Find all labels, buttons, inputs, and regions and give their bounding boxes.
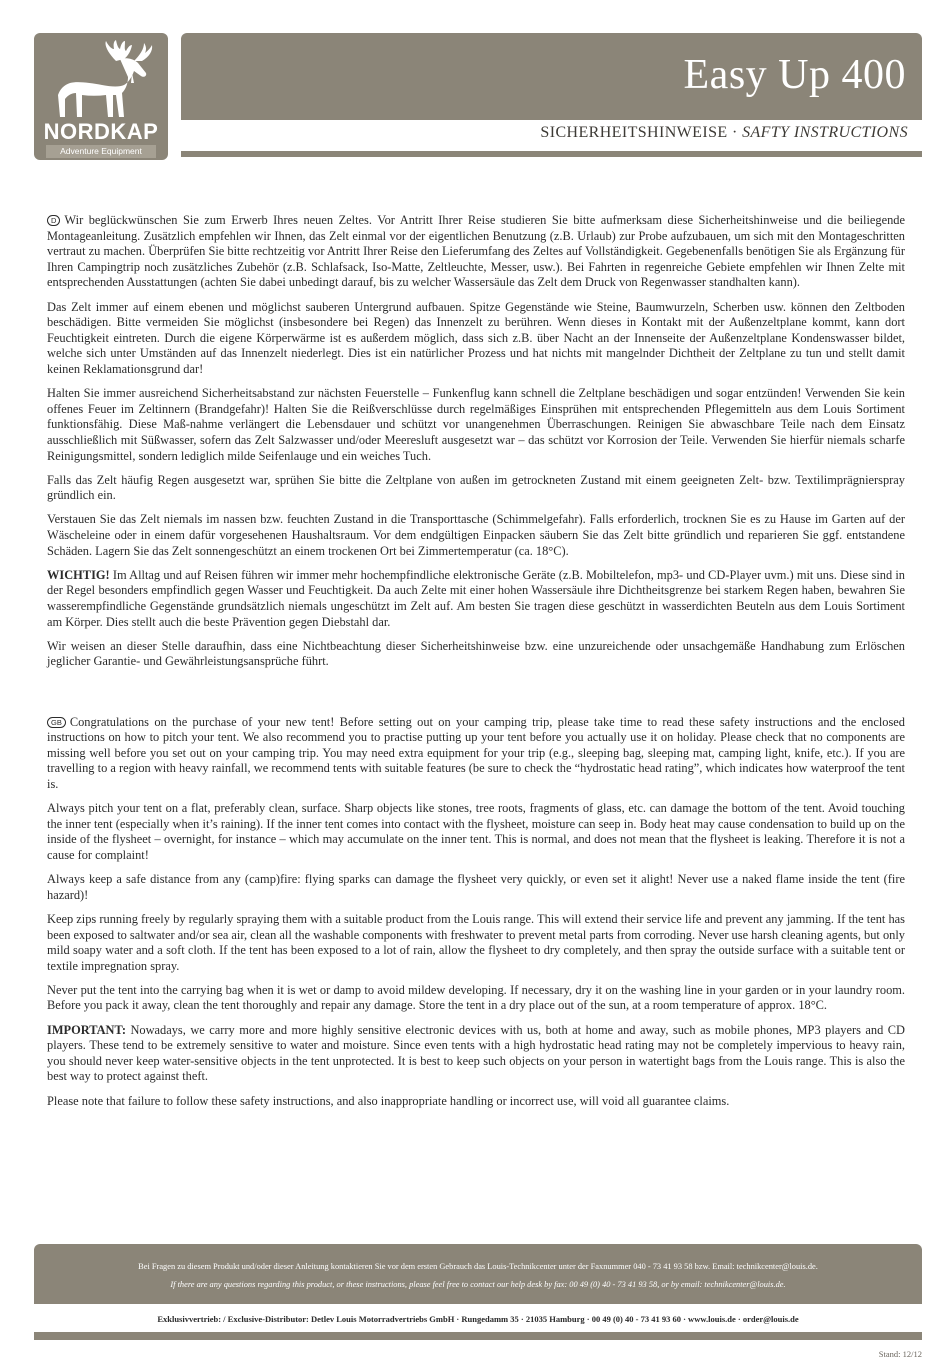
- english-paragraph-2: Always pitch your tent on a flat, preferably clean, surface. Sharp objects like stones, tree roots, fragments of glass, etc. can damage the bottom of the tent. Avoid touching the inner tent (especially when it’s raining). If the inner tent comes into contact with the flysheet, moisture can seep in. Body heat may cause condensation to build up on the inside of the flysheet – overnight, for instance – which may accumulate on the inner tent. This is normal, and does not mean that the flysheet is leaking. Therefore it is not a cause for complaint!: [47, 801, 905, 862]
- subtitle-separator: ·: [727, 124, 743, 141]
- document-body: [47, 213, 905, 1118]
- subtitle-row: [181, 120, 922, 157]
- german-paragraph-6: [47, 568, 905, 630]
- german-paragraph-2: Das Zelt immer auf einem ebenen und möglichst sauberen Untergrund aufbauen. Spitze Gegenstände wie Steine, Baumwurzeln, Scherben usw. können den Zeltboden beschädigen. Bitte vermeiden Sie möglichst (insbesondere bei Regen) das Innenzelt zu berühren. Wenn dieses in Kontakt mit der Außenzeltplane kommt, kann dort Feuchtigkeit eintreten. Durch die eigene Körperwärme ist es außerdem möglich, dass sich z.B. über Nacht an der Innenseite der Außenzeltplane Kondenswasser bildet, welche sich unter Umständen auf das Innenzelt niederlegt. Dies ist ein natürlicher Prozess und hat nichts mit mangelnder Dichtheit der Zeltplane zu tun und stellt damit keinen Reklamationsgrund dar!: [47, 299, 905, 376]
- english-paragraph-1: [47, 715, 905, 793]
- moose-icon: [46, 39, 156, 119]
- nordkap-logo: [34, 33, 168, 160]
- version-stamp: Stand: 12/12: [878, 1349, 922, 1359]
- english-paragraph-4: Keep zips running freely by regularly spraying them with a suitable product from the Louis range. This will extend their service life and prevent any jamming. If the tent has been exposed to saltwater and/or sea air, clean all the washable components with freshwater to prevent metal parts from corroding. Never use harsh cleaning agents, but only mild soapy water and a soft cloth. If the tent has been exposed to a lot of rain, allow the flysheet to dry completely, and then spray the outside surface with a suitable tent or textile impregnation spray.: [47, 911, 905, 973]
- subtitle-english: SAFTY INSTRUCTIONS: [742, 124, 908, 141]
- english-paragraph-3: Always keep a safe distance from any (camp)fire: flying sparks can damage the flysheet very quickly, or even set it alight! Never use a naked flame inside the tent (fire hazard)!: [47, 872, 905, 902]
- contact-footer: [34, 1244, 922, 1304]
- subtitle-german: SICHERHEITSHINWEISE: [540, 124, 728, 141]
- distributor-line: Exklusivvertrieb: / Exclusive-Distributor: Detlev Louis Motorradvertriebs GmbH · Rungedamm 35 · 21035 Hamburg · 00 49 (0) 40 - 73 41 93 60 · www.louis.de · order@louis.de: [34, 1306, 922, 1340]
- paragraph-text: Congratulations on the purchase of your new tent! Before setting out on your camping trip, please take time to read these safety instructions and the enclosed instructions on how to pitch your tent. We also recommend you to practise putting up your tent before you actually use it on holiday. Please check that no components are missing well before you set out on your camping trip. You may need extra equipment for your trip (e.g., sleeping bag, sleeping mat, camping light, knife, etc.). If you are travelling to a region with heavy rainfall, we recommend tents with suitable features (be sure to check the “hydrostatic head rating”, which indicates how waterproof the tent is.: [47, 714, 905, 791]
- german-paragraph-5: Verstauen Sie das Zelt niemals im nassen bzw. feuchten Zustand in die Transporttasche (Schimmelgefahr). Falls erforderlich, trocknen Sie es zu Hause im Garten auf der Wäscheleine oder in einem dafür vorgesehenen Haushaltsraum. Vor dem endgültigen Einpacken säubern Sie das Zelt bitte gründlich und reparieren Sie ggf. entstandene Schäden. Lagern Sie das Zelt sonnengeschützt an einem trockenen Ort bei Zimmertemperatur (ca. 18°C).: [47, 512, 905, 558]
- contact-line-english: If there are any questions regarding this product, or these instructions, please feel free to contact our help desk by fax: 00 49 (0) 40 - 73 41 93 58, or by email: technikcenter@louis.de.: [170, 1280, 786, 1289]
- page-subtitle: [540, 124, 908, 142]
- section-gap: [47, 679, 905, 715]
- english-paragraph-6: [47, 1023, 905, 1085]
- german-paragraph-1: [47, 213, 905, 291]
- german-paragraph-7: Wir weisen an dieser Stelle daraufhin, dass eine Nichtbeachtung dieser Sicherheitshinweise bzw. eine unzureichende oder unsachgemäße Handhabung zum Erlöschen jeglicher Garantie- und Gewährleistungsansprüche führt.: [47, 638, 905, 669]
- page-title: Easy Up 400: [683, 52, 906, 98]
- warning-label: WICHTIG!: [47, 567, 110, 582]
- contact-line-german: Bei Fragen zu diesem Produkt und/oder dieser Anleitung kontaktieren Sie vor dem ersten Gebrauch das Louis-Technikcenter unter der Faxnummer 040 - 73 41 93 58 bzw. Email: technikcenter@louis.de.: [138, 1262, 818, 1271]
- language-badge-german: D: [47, 215, 60, 226]
- brand-tagline: Adventure Equipment: [46, 145, 156, 158]
- english-paragraph-5: Never put the tent into the carrying bag when it is wet or damp to avoid mildew developing. If necessary, dry it on the washing line in your garden or in your laundry room. Before you pack it away, clean the tent thoroughly and repair any damage. Store the tent in a dry place out of the sun, at a room temperature of approx. 18°C.: [47, 982, 905, 1013]
- english-paragraph-7: Please note that failure to follow these safety instructions, and also inappropriate handling or incorrect use, will void all guarantee claims.: [47, 1093, 730, 1108]
- paragraph-text: Nowadays, we carry more and more highly sensitive electronic devices with us, both at home and away, such as mobile phones, MP3 players and CD players. These tend to be extremely sensitive to water and moisture. Since even tents with a high hydrostatic head rating may not be completely impervious to heavy rain, you should never keep water-sensitive objects in the tent unprotected. It is best to keep such objects on your person in watertight bags from the Louis range. This is also the best way to protect against theft.: [47, 1022, 905, 1084]
- german-paragraph-4: Falls das Zelt häufig Regen ausgesetzt war, sprühen Sie bitte die Zeltplane von außen im getrockneten Zustand mit einem geeigneten Zelt- bzw. Textilimprägnierspray gründlich ein.: [47, 472, 905, 503]
- german-paragraph-3: Halten Sie immer ausreichend Sicherheitsabstand zur nächsten Feuerstelle – Funkenflug kann schnell die Zeltplane beschädigen und sogar entzünden! Verwenden Sie kein offenes Feuer im Zeltinnern (Brandgefahr)! Halten Sie die Reißverschlüsse durch regelmäßiges Einsprühen mit entsprechenden Pflegemitteln aus dem Louis Sortiment funktionsfähig. Diese Maß-nahme verlängert die Lebensdauer und schützt vor unangenehmen Überraschungen. Reinigen Sie abwaschbare Teile nach dem Einsatz ausschließlich mit Süßwasser, sofern das Zelt Salzwasser und/oder Meeresluft ausgesetzt war – das schützt vor Korrosion der Teile. Verwenden Sie hierfür niemals scharfe Reinigungsmittel, sondern lediglich milde Seifenlauge und ein weiches Tuch.: [47, 386, 905, 463]
- important-label: IMPORTANT:: [47, 1022, 126, 1037]
- brand-name: NORDKAP: [43, 119, 159, 144]
- paragraph-text: Wir beglückwünschen Sie zum Erwerb Ihres neuen Zeltes. Vor Antritt Ihrer Reise studieren Sie bitte aufmerksam diese Sicherheitshinweise und die beiliegende Montageanleitung. Zusätzlich empfehlen wir Ihnen, das Zelt einmal vor der eigentlichen Benutzung (z.B. Urlaub) zur Probe aufzubauen, um sich mit den Montageschritten vertraut zu machen. Überprüfen Sie bitte rechtzeitig vor Antritt Ihrer Reise den Lieferumfang des Zeltes auf Vollständigkeit. Gegebenenfalls benötigen Sie als Ergänzung für Ihren Campingtrip noch zusätzliches Zubehör (z.B. Schlafsack, Iso-Matte, Zeltleuchte, Messer, usw.). Bei Fahrten in regenreiche Gebiete empfehlen wir Ihnen Zelte mit entsprechenden Ausstattungen (achten Sie dabei unbedingt darauf, bis zu welcher Wassersäule das Zelt dem Druck von Regenwasser standhalten kann).: [47, 213, 905, 290]
- language-badge-english: GB: [47, 717, 66, 728]
- paragraph-text: Im Alltag und auf Reisen führen wir immer mehr hochempfindliche elektronische Geräte (z.B. Mobiltelefon, mp3- und CD-Player uvm.) mit uns. Diese sind in der Regel besonders empfindlich gegen Wasser und Feuchtigkeit. Da auch Zelte mit einer hohen Wassersäule ihre Dichtheitsgrenze bei starkem Regen haben, bewahren Sie wasserempfindliche Gegenstände grundsätzlich niemals ungeschützt im Zelt auf. Am besten Sie tragen diese geschützt in wasserdichten Beuteln aus dem Louis Sortiment am Körper. Dies stellt auch die beste Prävention gegen Diebstahl dar.: [47, 567, 905, 629]
- title-bar: [181, 33, 922, 120]
